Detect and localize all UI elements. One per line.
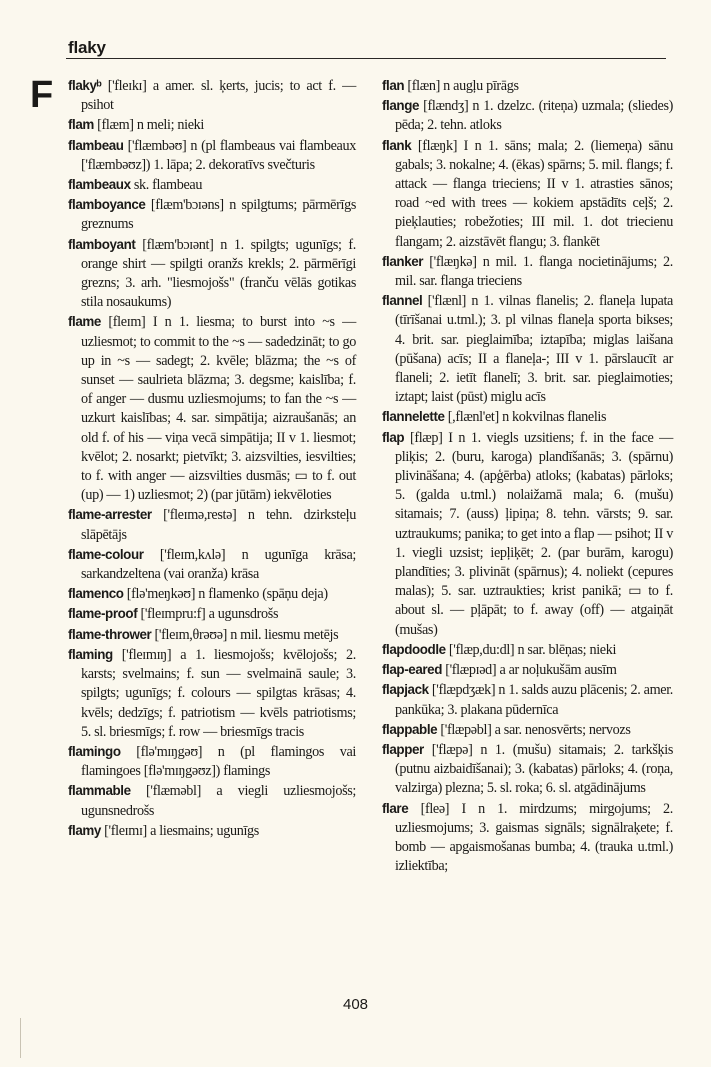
dictionary-entry — [68, 821, 356, 841]
entry-text: [flæn] n augļu pīrāgs — [404, 78, 519, 94]
headword: flannel — [382, 293, 423, 309]
headword: flambeau — [68, 137, 124, 153]
entry-text: [flæp] I n 1. viegls uzsitiens; f. in the face — pliķis; 2. (buru, karoga) plandīšanās; 3. (spārnu) plivināšana; 4. (apģērba) atloks; (kabatas) pārloks; 5. (galda u.tml.) nolaižamā mala; 6. (mušu) sitamais; 7. (auss) ļipiņa; 8. tehn. vārsts; 9. sar. uztraukums; panika; to get into a flap — psihot; II v 1. viegli uzsist; iepļiķēt; 2. (par burām, karogu) plandīties; 3. plivināt (spārnus); 4. noliekt (cepures malas); 5. sar. uztraukties; krist panikā; ▭ to f. about sl. — pļāpāt; to f. away (off) — atgaiņāt (mušas) — [395, 429, 673, 638]
headword: flap-eared — [382, 662, 442, 678]
entry-text: ['fleɪmə,restə] n tehn. dzirksteļu slāpētājs — [81, 507, 356, 543]
entry-text: [flæŋk] I n 1. sāns; mala; 2. (liemeņa) sānu gabals; 3. nokalne; 4. (ēkas) spārns; 5. mil. flangs; f. attack — flanga trieciens; II v 1. atrasties sānos; road ~ed with trees — kokiem apstādīts ceļš; 2. pieķlauties; robežoties; III mil. 1. dot triecienu flangam; 2. aizstāvēt flangu; 3. flankēt — [395, 137, 673, 250]
dictionary-entry — [382, 720, 673, 740]
entry-text: ['flæməbl] a viegli uzliesmojošs; ugunsnedrošs — [81, 783, 356, 819]
headword: flame — [68, 314, 101, 330]
dictionary-entry — [68, 312, 356, 505]
running-head: flaky — [68, 38, 106, 57]
dictionary-entry — [382, 136, 673, 252]
dictionary-entry — [68, 175, 356, 195]
dictionary-entry — [382, 799, 673, 877]
headword: flaming — [68, 646, 113, 662]
entry-text: ['fleɪmpru:f] a ugunsdrošs — [137, 606, 279, 623]
entry-text: ['fleɪmɪ] a liesmains; ugunīgs — [100, 822, 259, 839]
entry-text: [,flænl'et] n kokvilnas flanelis — [444, 409, 607, 426]
dictionary-entry — [382, 407, 673, 427]
dictionary-entry — [68, 645, 356, 742]
section-letter: F — [30, 74, 54, 116]
headword: flamboyance — [68, 197, 146, 213]
entry-text: [flændʒ] n 1. dzelzc. (riteņa) uzmala; (sliedes) pēda; 2. tehn. atloks — [395, 98, 673, 134]
dictionary-entry — [68, 195, 356, 234]
entry-text: ['flæmbəʊ] n (pl flambeaus vai flambeaux ['flæmbəʊz]) 1. lāpa; 2. dekoratīvs svečturis — [81, 137, 356, 173]
dictionary-entry — [68, 545, 356, 584]
dictionary-entry — [68, 742, 356, 781]
dictionary-entry — [68, 505, 356, 544]
headword: flapdoodle — [382, 641, 446, 657]
dictionary-entry — [382, 640, 673, 660]
entry-text: ['flæpdʒæk] n 1. salds auzu plācenis; 2. amer. pankūka; 3. plakana pūdernīca — [395, 682, 673, 718]
dictionary-entry — [68, 625, 356, 645]
dictionary-entry — [382, 680, 673, 719]
right-column — [382, 76, 673, 876]
headword: flamy — [68, 822, 101, 838]
headword: flame-proof — [68, 606, 138, 622]
dictionary-entry — [68, 235, 356, 313]
headword: flapjack — [382, 682, 429, 698]
headword: flank — [382, 137, 412, 153]
entry-text: ['flæpɪəd] a ar noļukušām ausīm — [442, 662, 617, 679]
headword: flame-colour — [68, 546, 144, 562]
entry-text: [flə'meŋkəʊ] n flamenko (spāņu deja) — [123, 586, 328, 603]
entry-text: ['flæŋkə] n mil. 1. flanga nocietinājums; 2. mil. sar. flanga trieciens — [395, 253, 673, 290]
left-column — [68, 76, 356, 841]
headword: flapper — [382, 741, 424, 757]
entry-text: ['fleɪkɪ] a amer. sl. ķerts, jucis; to act f. — psihot — [81, 78, 356, 114]
entry-text: [flæm] n meli; nieki — [93, 117, 205, 134]
dictionary-entry — [382, 740, 673, 799]
entry-text: [fleɪm] I n 1. liesma; to burst into ~s — uzliesmot; to commit to the ~s — sadedzināt; to go up in ~s — sadegt; 2. kvēle; blāzma; the ~s of sunset — saulrieta blāzma; 3. degsme; kaislība; f. of anger — dusmu uzliesmojums; to fan the ~s — uzkurt kaislības; 4. sar. simpātija; aizraušanās; an old f. of his — viņa vecā simpātija; II v 1. liesmot; kvēlot; 2. nosarkt; pietvīkt; 3. aizsvilties, iesvilties; to f. with anger — aizsvilties dusmās; ▭ to f. out (up) — 1) uzliesmot; 2) (par jūtām) iekvēloties — [81, 314, 356, 504]
dictionary-entry — [382, 291, 673, 407]
headword: flame-arrester — [68, 507, 152, 523]
headword: flammable — [68, 783, 131, 799]
headword: flambeaux — [68, 177, 131, 193]
entry-text: ['flænl] n 1. vilnas flanelis; 2. flaneļa lupata (tīrīšanai u.tml.); 3. pl vilnas flaneļa sporta bikses; 4. brit. sar. pieglaimība; iztapība; miglas laišana (pūšana) acīs; II a flaneļa-; III v 1. pārslaucīt ar flaneli; 2. ietīt flanelī; 3. brit. sar. pieglaimoties; iztapt; laist (pūst) miglu acīs — [395, 293, 673, 406]
entry-text: ['fleɪmɪŋ] a 1. liesmojošs; kvēlojošs; 2. karsts; svelmains; f. sun — svelmainā saule; 3. spilgts; ugunīgs; f. colours — spilgtas krāsas; 4. kvēls; dedzīgs; f. patriotism — kvēls patriotisms; 5. sl. briesmīgs; f. row — briesmīgs tracis — [81, 646, 356, 740]
margin-mark — [20, 1018, 21, 1058]
entry-text: ['flæp,du:dl] n sar. blēņas; nieki — [445, 641, 617, 658]
headword: flappable — [382, 721, 438, 737]
headword: flannelette — [382, 409, 445, 425]
entry-text: sk. flambeau — [130, 177, 203, 194]
dictionary-entry — [68, 781, 356, 820]
dictionary-entry — [382, 252, 673, 291]
dictionary-entry — [68, 604, 356, 624]
entry-text: ['flæpəbl] a sar. nenosvērts; nervozs — [437, 721, 631, 738]
dictionary-entry — [382, 428, 673, 640]
entry-text: ['fleɪm,θrəʊə] n mil. liesmu metējs — [151, 626, 339, 643]
headword: flan — [382, 78, 405, 93]
dictionary-entry — [382, 96, 673, 135]
entry-text: [flæm'bɔɪənt] n 1. spilgts; ugunīgs; f. orange shirt — spilgti oranžs krekls; 2. pārmērīgi grezns; 3. arh. "liesmojošs" (franču vēlās gotikas stila nosaukums) — [81, 236, 356, 311]
headword: flanker — [382, 253, 424, 269]
dictionary-entry — [68, 584, 356, 604]
entry-text: ['fleɪm,kʌlə] n ugunīga krāsa; sarkandzeltena (vai oranža) krāsa — [81, 546, 356, 583]
headword: flamboyant — [68, 236, 136, 252]
header-rule — [66, 58, 666, 59]
headword: flare — [382, 800, 409, 816]
headword: flange — [382, 98, 420, 114]
dictionary-entry — [382, 660, 673, 680]
dictionary-entry — [68, 115, 356, 135]
headword: flam — [68, 117, 94, 133]
entry-text: [fleə] I n 1. mirdzums; mirgojums; 2. uzliesmojums; 3. gaismas signāls; signālraķete; f. bomb — apgaismošanas bumba; 4. (trauka u.tml.) izliektība; — [395, 800, 673, 875]
dictionary-entry — [68, 76, 356, 115]
headword: flap — [382, 429, 405, 445]
entry-text: [flə'mɪŋgəʊ] n (pl flamingos vai flamingoes [flə'mɪŋgəʊz]) flamings — [81, 743, 356, 780]
entry-text: [flæm'bɔɪəns] n spilgtums; pārmērīgs greznums — [81, 197, 356, 233]
headword: flakyᵇ — [68, 78, 102, 93]
headword: flamingo — [68, 743, 121, 759]
dictionary-entry — [382, 76, 673, 96]
headword: flame-thrower — [68, 626, 152, 642]
page-number: 408 — [342, 996, 369, 1013]
entry-text: ['flæpə] n 1. (mušu) sitamais; 2. tarkšķis (putnu aizbaidīšanai); 3. (kabatas) pārloks; 4. (roņa, valzirga) plezna; 5. sl. roka; 6. sl. atgādinājums — [395, 741, 673, 797]
dictionary-entry — [68, 136, 356, 175]
headword: flamenco — [68, 586, 124, 602]
